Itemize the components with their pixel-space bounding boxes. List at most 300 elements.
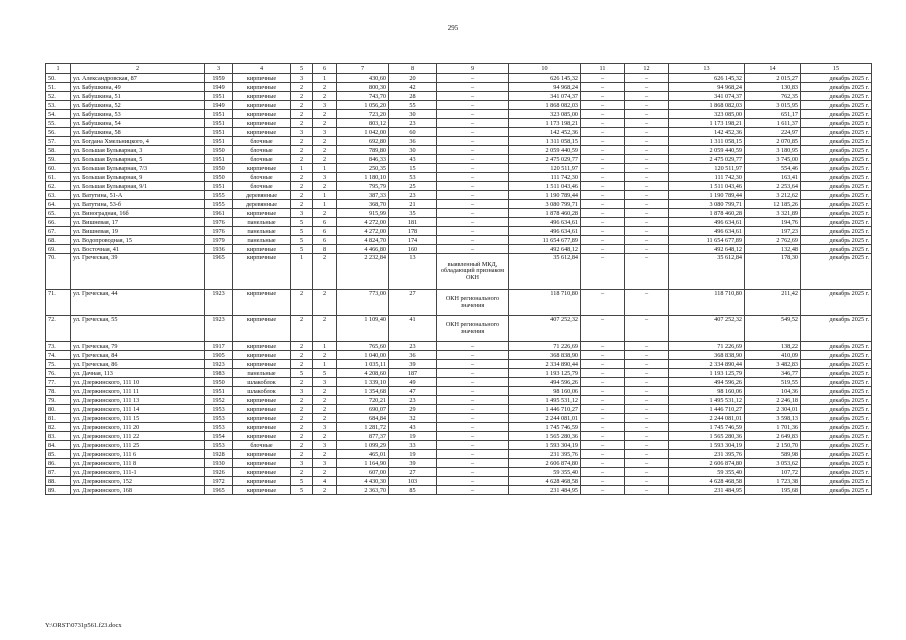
- heritage-status-cell: –: [437, 396, 509, 405]
- floors-cell: 5: [291, 477, 313, 486]
- entrances-cell: 2: [313, 290, 337, 316]
- row-number-cell: 82.: [46, 423, 71, 432]
- cost-col-12-cell: –: [625, 182, 669, 191]
- cost-col-13-cell: 231 395,76: [669, 450, 745, 459]
- cost-col-11-cell: –: [581, 459, 625, 468]
- row-number-cell: 80.: [46, 405, 71, 414]
- entrances-cell: 2: [313, 209, 337, 218]
- total-area-cell: 690,07: [337, 405, 389, 414]
- residents-cell: 160: [389, 245, 437, 254]
- row-number-cell: 83.: [46, 432, 71, 441]
- residents-cell: 27: [389, 290, 437, 316]
- residents-cell: 28: [389, 92, 437, 101]
- address-cell: ул. Дзержинского, 111-1: [71, 468, 205, 477]
- wall-material-cell: кирпичные: [233, 432, 291, 441]
- wall-material-cell: кирпичные: [233, 164, 291, 173]
- completion-date-cell: декабрь 2025 г.: [801, 218, 872, 227]
- entrances-cell: 2: [313, 316, 337, 342]
- row-number-cell: 50.: [46, 74, 71, 83]
- wall-material-cell: блочные: [233, 441, 291, 450]
- cost-per-sqm-cell: 163,41: [745, 173, 801, 182]
- cost-per-sqm-cell: 178,30: [745, 254, 801, 290]
- row-number-cell: 88.: [46, 477, 71, 486]
- cost-per-sqm-cell: 519,55: [745, 378, 801, 387]
- entrances-cell: 2: [313, 387, 337, 396]
- total-area-cell: 1 056,20: [337, 101, 389, 110]
- year-built-cell: 1917: [205, 342, 233, 351]
- address-cell: ул. Ватутина, 53-б: [71, 200, 205, 209]
- cost-col-11-cell: –: [581, 92, 625, 101]
- entrances-cell: 3: [313, 441, 337, 450]
- address-cell: ул. Дзержинского, 111 6: [71, 450, 205, 459]
- table-row: [46, 173, 872, 182]
- table-row: [46, 450, 872, 459]
- completion-date-cell: декабрь 2025 г.: [801, 477, 872, 486]
- heritage-status-cell: –: [437, 477, 509, 486]
- column-number-4: 4: [233, 64, 291, 74]
- total-area-cell: 1 042,00: [337, 128, 389, 137]
- cost-col-12-cell: –: [625, 369, 669, 378]
- residents-cell: 30: [389, 110, 437, 119]
- heritage-status-cell: –: [437, 110, 509, 119]
- residents-cell: 53: [389, 173, 437, 182]
- row-number-cell: 58.: [46, 146, 71, 155]
- cost-col-13-cell: 231 484,95: [669, 486, 745, 495]
- cost-col-13-cell: 368 838,90: [669, 351, 745, 360]
- cost-per-sqm-cell: 2 246,18: [745, 396, 801, 405]
- floors-cell: 2: [291, 450, 313, 459]
- residents-cell: 23: [389, 191, 437, 200]
- wall-material-cell: кирпичные: [233, 450, 291, 459]
- heritage-status-cell: –: [437, 423, 509, 432]
- entrances-cell: 2: [313, 254, 337, 290]
- floors-cell: 2: [291, 378, 313, 387]
- year-built-cell: 1930: [205, 459, 233, 468]
- cost-per-sqm-cell: 2 253,64: [745, 182, 801, 191]
- year-built-cell: 1951: [205, 119, 233, 128]
- cost-col-13-cell: 111 742,30: [669, 173, 745, 182]
- floors-cell: 2: [291, 137, 313, 146]
- cost-col-11-cell: –: [581, 83, 625, 92]
- heritage-status-cell: –: [437, 378, 509, 387]
- wall-material-cell: панельные: [233, 218, 291, 227]
- wall-material-cell: кирпичные: [233, 405, 291, 414]
- completion-date-cell: декабрь 2025 г.: [801, 119, 872, 128]
- row-number-cell: 54.: [46, 110, 71, 119]
- table-row: [46, 477, 872, 486]
- total-cost-cell: 2 334 890,44: [509, 360, 581, 369]
- total-area-cell: 465,01: [337, 450, 389, 459]
- total-cost-cell: 71 226,69: [509, 342, 581, 351]
- row-number-cell: 63.: [46, 191, 71, 200]
- column-number-10: 10: [509, 64, 581, 74]
- cost-col-13-cell: 1 190 789,44: [669, 191, 745, 200]
- cost-per-sqm-cell: 2 015,27: [745, 74, 801, 83]
- cost-per-sqm-cell: 3 053,62: [745, 459, 801, 468]
- table-row: [46, 191, 872, 200]
- cost-per-sqm-cell: 138,22: [745, 342, 801, 351]
- cost-per-sqm-cell: 12 185,26: [745, 200, 801, 209]
- cost-col-12-cell: –: [625, 101, 669, 110]
- table-row: [46, 405, 872, 414]
- column-number-2: 2: [71, 64, 205, 74]
- table-row: [46, 209, 872, 218]
- cost-col-13-cell: 1 495 531,12: [669, 396, 745, 405]
- row-number-cell: 86.: [46, 459, 71, 468]
- year-built-cell: 1936: [205, 245, 233, 254]
- cost-per-sqm-cell: 2 070,85: [745, 137, 801, 146]
- table-row: [46, 423, 872, 432]
- total-area-cell: 2 232,84: [337, 254, 389, 290]
- residents-cell: 23: [389, 119, 437, 128]
- wall-material-cell: кирпичные: [233, 119, 291, 128]
- cost-col-12-cell: –: [625, 191, 669, 200]
- wall-material-cell: блочные: [233, 137, 291, 146]
- address-cell: ул. Греческая, 86: [71, 360, 205, 369]
- entrances-cell: 1: [313, 200, 337, 209]
- heritage-status-cell: –: [437, 74, 509, 83]
- entrances-cell: 1: [313, 360, 337, 369]
- year-built-cell: 1959: [205, 74, 233, 83]
- heritage-status-cell: ОКН регионального значения: [437, 316, 509, 342]
- year-built-cell: 1951: [205, 387, 233, 396]
- floors-cell: 2: [291, 423, 313, 432]
- total-area-cell: 1 035,11: [337, 360, 389, 369]
- wall-material-cell: кирпичные: [233, 290, 291, 316]
- cost-per-sqm-cell: 2 304,01: [745, 405, 801, 414]
- completion-date-cell: декабрь 2025 г.: [801, 459, 872, 468]
- residents-cell: 29: [389, 405, 437, 414]
- address-cell: ул. Большая Бульварная, 3: [71, 146, 205, 155]
- address-cell: ул. Александровская, 87: [71, 74, 205, 83]
- residents-cell: 36: [389, 137, 437, 146]
- cost-col-13-cell: 1 565 280,36: [669, 432, 745, 441]
- cost-per-sqm-cell: 195,68: [745, 486, 801, 495]
- cost-per-sqm-cell: 224,97: [745, 128, 801, 137]
- completion-date-cell: декабрь 2025 г.: [801, 227, 872, 236]
- cost-col-11-cell: –: [581, 218, 625, 227]
- cost-per-sqm-cell: 130,83: [745, 83, 801, 92]
- year-built-cell: 1951: [205, 110, 233, 119]
- residents-cell: 181: [389, 218, 437, 227]
- floors-cell: 2: [291, 110, 313, 119]
- cost-col-11-cell: –: [581, 155, 625, 164]
- completion-date-cell: декабрь 2025 г.: [801, 83, 872, 92]
- total-cost-cell: 1 190 789,44: [509, 191, 581, 200]
- row-number-cell: 69.: [46, 245, 71, 254]
- cost-col-12-cell: –: [625, 110, 669, 119]
- cost-col-11-cell: –: [581, 396, 625, 405]
- year-built-cell: 1965: [205, 486, 233, 495]
- cost-col-13-cell: 496 634,61: [669, 227, 745, 236]
- completion-date-cell: декабрь 2025 г.: [801, 396, 872, 405]
- cost-col-11-cell: –: [581, 360, 625, 369]
- total-area-cell: 430,60: [337, 74, 389, 83]
- cost-col-11-cell: –: [581, 369, 625, 378]
- cost-col-12-cell: –: [625, 146, 669, 155]
- cost-col-11-cell: –: [581, 405, 625, 414]
- cost-col-13-cell: 1 446 710,27: [669, 405, 745, 414]
- address-cell: ул. Греческая, 55: [71, 316, 205, 342]
- cost-per-sqm-cell: 197,23: [745, 227, 801, 236]
- heritage-status-cell: –: [437, 245, 509, 254]
- cost-col-12-cell: –: [625, 351, 669, 360]
- heritage-status-cell: –: [437, 209, 509, 218]
- wall-material-cell: кирпичные: [233, 245, 291, 254]
- cost-col-12-cell: –: [625, 477, 669, 486]
- year-built-cell: 1983: [205, 369, 233, 378]
- entrances-cell: 2: [313, 146, 337, 155]
- completion-date-cell: декабрь 2025 г.: [801, 360, 872, 369]
- floors-cell: 1: [291, 254, 313, 290]
- heritage-status-cell: –: [437, 486, 509, 495]
- row-number-cell: 53.: [46, 101, 71, 110]
- heritage-status-cell: –: [437, 360, 509, 369]
- column-number-8: 8: [389, 64, 437, 74]
- wall-material-cell: кирпичные: [233, 209, 291, 218]
- row-number-cell: 52.: [46, 92, 71, 101]
- cost-col-12-cell: –: [625, 441, 669, 450]
- year-built-cell: 1954: [205, 432, 233, 441]
- completion-date-cell: декабрь 2025 г.: [801, 369, 872, 378]
- residents-cell: 20: [389, 74, 437, 83]
- column-number-13: 13: [669, 64, 745, 74]
- heritage-status-cell: –: [437, 432, 509, 441]
- total-cost-cell: 1 173 198,21: [509, 119, 581, 128]
- column-number-14: 14: [745, 64, 801, 74]
- table-row: [46, 486, 872, 495]
- floors-cell: 2: [291, 200, 313, 209]
- residents-cell: 25: [389, 182, 437, 191]
- cost-col-12-cell: –: [625, 218, 669, 227]
- total-cost-cell: 1 193 125,79: [509, 369, 581, 378]
- wall-material-cell: кирпичные: [233, 486, 291, 495]
- entrances-cell: 8: [313, 245, 337, 254]
- cost-col-12-cell: –: [625, 236, 669, 245]
- floors-cell: 3: [291, 459, 313, 468]
- total-cost-cell: 1 565 280,36: [509, 432, 581, 441]
- total-area-cell: 684,84: [337, 414, 389, 423]
- wall-material-cell: кирпичные: [233, 110, 291, 119]
- cost-col-11-cell: –: [581, 290, 625, 316]
- floors-cell: 5: [291, 369, 313, 378]
- row-number-cell: 61.: [46, 173, 71, 182]
- completion-date-cell: декабрь 2025 г.: [801, 74, 872, 83]
- total-area-cell: 915,99: [337, 209, 389, 218]
- residents-cell: 33: [389, 441, 437, 450]
- heritage-status-cell: –: [437, 414, 509, 423]
- table-row: [46, 414, 872, 423]
- floors-cell: 2: [291, 173, 313, 182]
- year-built-cell: 1951: [205, 92, 233, 101]
- total-cost-cell: 3 080 799,71: [509, 200, 581, 209]
- row-number-cell: 59.: [46, 155, 71, 164]
- heritage-status-cell: –: [437, 101, 509, 110]
- table-row: [46, 200, 872, 209]
- cost-col-11-cell: –: [581, 387, 625, 396]
- wall-material-cell: кирпичные: [233, 74, 291, 83]
- heritage-status-cell: –: [437, 468, 509, 477]
- entrances-cell: 6: [313, 236, 337, 245]
- residents-cell: 47: [389, 387, 437, 396]
- cost-col-13-cell: 407 252,32: [669, 316, 745, 342]
- total-area-cell: 1 339,10: [337, 378, 389, 387]
- year-built-cell: 1905: [205, 351, 233, 360]
- cost-col-11-cell: –: [581, 245, 625, 254]
- wall-material-cell: кирпичные: [233, 360, 291, 369]
- completion-date-cell: декабрь 2025 г.: [801, 245, 872, 254]
- wall-material-cell: блочные: [233, 155, 291, 164]
- address-cell: ул. Бабушкина, 53: [71, 110, 205, 119]
- cost-col-13-cell: 1 878 460,28: [669, 209, 745, 218]
- row-number-cell: 72.: [46, 316, 71, 342]
- column-number-7: 7: [337, 64, 389, 74]
- cost-col-12-cell: –: [625, 173, 669, 182]
- table-row: [46, 137, 872, 146]
- total-cost-cell: 1 868 082,03: [509, 101, 581, 110]
- cost-col-12-cell: –: [625, 387, 669, 396]
- cost-col-11-cell: –: [581, 74, 625, 83]
- column-number-row: [46, 64, 872, 74]
- wall-material-cell: шлакоблок: [233, 387, 291, 396]
- year-built-cell: 1953: [205, 441, 233, 450]
- completion-date-cell: декабрь 2025 г.: [801, 101, 872, 110]
- table-row: [46, 378, 872, 387]
- cost-col-13-cell: 94 968,24: [669, 83, 745, 92]
- address-cell: ул. Дзержинского, 111 14: [71, 405, 205, 414]
- address-cell: ул. Ватутина, 51-А: [71, 191, 205, 200]
- residents-cell: 15: [389, 164, 437, 173]
- cost-col-12-cell: –: [625, 423, 669, 432]
- wall-material-cell: блочные: [233, 182, 291, 191]
- heritage-status-cell: –: [437, 387, 509, 396]
- floors-cell: 2: [291, 396, 313, 405]
- row-number-cell: 89.: [46, 486, 71, 495]
- address-cell: ул. Греческая, 44: [71, 290, 205, 316]
- total-cost-cell: 111 742,30: [509, 173, 581, 182]
- cost-col-12-cell: –: [625, 209, 669, 218]
- address-cell: ул. Греческая, 79: [71, 342, 205, 351]
- cost-col-12-cell: –: [625, 155, 669, 164]
- completion-date-cell: декабрь 2025 г.: [801, 290, 872, 316]
- heritage-status-cell: ОКН регионального значения: [437, 290, 509, 316]
- table-row: [46, 351, 872, 360]
- entrances-cell: 1: [313, 74, 337, 83]
- address-cell: ул. Бабушкина, 51: [71, 92, 205, 101]
- entrances-cell: 6: [313, 218, 337, 227]
- cost-col-12-cell: –: [625, 468, 669, 477]
- floors-cell: 2: [291, 405, 313, 414]
- entrances-cell: 3: [313, 101, 337, 110]
- total-cost-cell: 2 244 081,01: [509, 414, 581, 423]
- cost-col-12-cell: –: [625, 450, 669, 459]
- table-row: [46, 236, 872, 245]
- cost-per-sqm-cell: 3 321,89: [745, 209, 801, 218]
- cost-col-11-cell: –: [581, 414, 625, 423]
- row-number-cell: 62.: [46, 182, 71, 191]
- row-number-cell: 55.: [46, 119, 71, 128]
- floors-cell: 2: [291, 316, 313, 342]
- year-built-cell: 1955: [205, 200, 233, 209]
- address-cell: ул. Вишневая, 17: [71, 218, 205, 227]
- floors-cell: 2: [291, 441, 313, 450]
- cost-per-sqm-cell: 554,46: [745, 164, 801, 173]
- year-built-cell: 1950: [205, 173, 233, 182]
- cost-col-11-cell: –: [581, 128, 625, 137]
- table-row: [46, 227, 872, 236]
- table-row: [46, 342, 872, 351]
- cost-col-12-cell: –: [625, 486, 669, 495]
- floors-cell: 3: [291, 128, 313, 137]
- cost-col-13-cell: 59 355,40: [669, 468, 745, 477]
- row-number-cell: 75.: [46, 360, 71, 369]
- residents-cell: 30: [389, 146, 437, 155]
- wall-material-cell: блочные: [233, 173, 291, 182]
- cost-col-13-cell: 120 511,97: [669, 164, 745, 173]
- year-built-cell: 1950: [205, 146, 233, 155]
- wall-material-cell: кирпичные: [233, 92, 291, 101]
- cost-col-11-cell: –: [581, 477, 625, 486]
- residents-cell: 27: [389, 468, 437, 477]
- table-row: [46, 101, 872, 110]
- heritage-status-cell: –: [437, 236, 509, 245]
- total-area-cell: 1 354,68: [337, 387, 389, 396]
- completion-date-cell: декабрь 2025 г.: [801, 146, 872, 155]
- cost-col-11-cell: –: [581, 468, 625, 477]
- floors-cell: 5: [291, 245, 313, 254]
- row-number-cell: 85.: [46, 450, 71, 459]
- address-cell: ул. Бабушкина, 49: [71, 83, 205, 92]
- year-built-cell: 1953: [205, 414, 233, 423]
- total-area-cell: 723,20: [337, 110, 389, 119]
- floors-cell: 2: [291, 119, 313, 128]
- entrances-cell: 2: [313, 450, 337, 459]
- cost-col-11-cell: –: [581, 227, 625, 236]
- table-row: [46, 146, 872, 155]
- completion-date-cell: декабрь 2025 г.: [801, 387, 872, 396]
- total-cost-cell: 142 452,36: [509, 128, 581, 137]
- address-cell: ул. Дзержинского, 111 8: [71, 459, 205, 468]
- total-area-cell: 800,30: [337, 83, 389, 92]
- floors-cell: 3: [291, 387, 313, 396]
- table-row: [46, 369, 872, 378]
- total-cost-cell: 118 710,80: [509, 290, 581, 316]
- wall-material-cell: шлакоблок: [233, 378, 291, 387]
- residents-cell: 43: [389, 155, 437, 164]
- floors-cell: 5: [291, 486, 313, 495]
- address-cell: ул. Дзержинского, 111 13: [71, 396, 205, 405]
- residents-cell: 39: [389, 360, 437, 369]
- table-row: [46, 218, 872, 227]
- cost-col-13-cell: 1 193 125,79: [669, 369, 745, 378]
- cost-col-13-cell: 341 074,37: [669, 92, 745, 101]
- row-number-cell: 78.: [46, 387, 71, 396]
- total-area-cell: 877,37: [337, 432, 389, 441]
- heritage-status-cell: –: [437, 369, 509, 378]
- total-cost-cell: 59 355,40: [509, 468, 581, 477]
- cost-per-sqm-cell: 3 015,95: [745, 101, 801, 110]
- cost-per-sqm-cell: 410,09: [745, 351, 801, 360]
- entrances-cell: 1: [313, 342, 337, 351]
- floors-cell: 2: [291, 182, 313, 191]
- completion-date-cell: декабрь 2025 г.: [801, 423, 872, 432]
- table-row: [46, 459, 872, 468]
- cost-col-13-cell: 35 612,84: [669, 254, 745, 290]
- completion-date-cell: декабрь 2025 г.: [801, 236, 872, 245]
- wall-material-cell: панельные: [233, 227, 291, 236]
- year-built-cell: 1951: [205, 155, 233, 164]
- cost-per-sqm-cell: 2 762,69: [745, 236, 801, 245]
